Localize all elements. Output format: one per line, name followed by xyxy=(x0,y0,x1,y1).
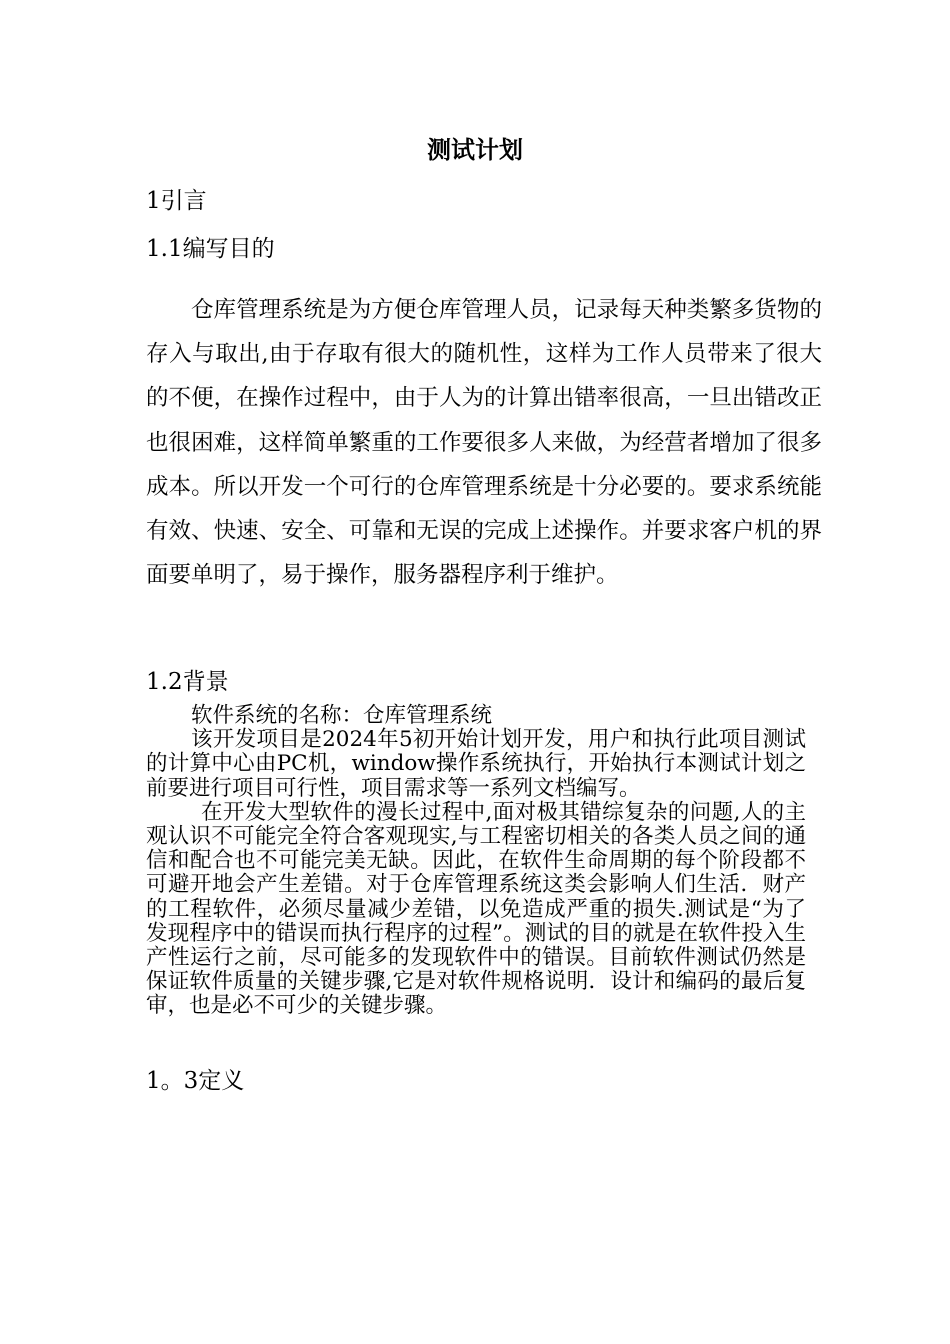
section-heading-definitions: 1。3定义 xyxy=(146,1068,245,1094)
document-title: 测试计划 xyxy=(427,135,523,164)
section-heading-intro: 1引言 xyxy=(146,188,207,214)
background-project-info: 该开发项目是2024年5初开始计划开发，用户和执行此项目测试的计算中心由PC机，window操作系统执行，开始执行本测试计划之前要进行项目可行性，项目需求等一系列文档编写。 xyxy=(146,727,806,801)
background-software-name: 软件系统的名称：仓库管理系统 xyxy=(191,703,493,728)
background-testing-rationale: 在开发大型软件的漫长过程中,面对极其错综复杂的问题,人的主观认识不可能完全符合客观现实,与工程密切相关的各类人员之间的通信和配合也不可能完美无缺。因此，在软件生命周期的每个阶段都不可避开地会产生差错。对于仓库管理系统这类会影响人们生活．财产的工程软件，必须尽量减少差错，以免造成严重的损失.测试是“为了发现程序中的错误而执行程序的过程”。测试的目的就是在软件投入生产性运行之前，尽可能多的发现软件中的错误。目前软件测试仍然是保证软件质量的关键步骤,它是对软件规格说明．设计和编码的最后复审，也是必不可少的关键步骤。 xyxy=(146,799,806,1019)
section-heading-background: 1.2背景 xyxy=(146,669,229,695)
background-content xyxy=(146,704,806,1019)
section-heading-purpose: 1.1编写目的 xyxy=(146,236,275,262)
purpose-paragraph: 仓库管理系统是为方便仓库管理人员，记录每天种类繁多货物的存入与取出,由于存取有很大的随机性，这样为工作人员带来了很大的不便，在操作过程中，由于人为的计算出错率很高，一旦出错改正也很困难，这样简单繁重的工作要很多人来做，为经营者增加了很多成本。所以开发一个可行的仓库管理系统是十分必要的。要求系统能有效、快速、安全、可靠和无误的完成上述操作。并要求客户机的界面要单明了，易于操作，服务器程序利于维护。 xyxy=(146,297,822,589)
